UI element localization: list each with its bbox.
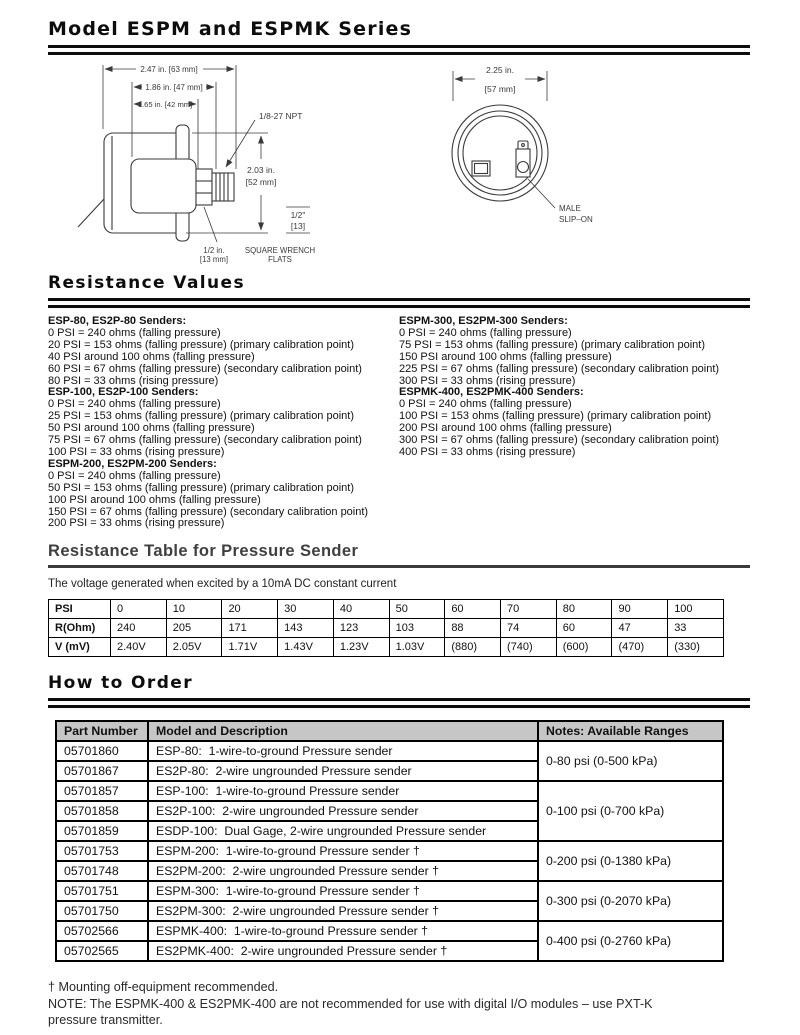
can-wire-stud	[78, 199, 104, 227]
sender-block-line: 100 PSI = 153 ohms (falling pressure) (primary calibration point)	[399, 410, 712, 423]
how-to-order-double-rule	[48, 698, 750, 708]
hex-nut	[196, 169, 212, 205]
sender-block-line: 150 PSI around 100 ohms (falling pressure)	[399, 350, 612, 363]
resistance-cell: 240	[111, 619, 167, 638]
description-cell: ESP-80: 1-wire-to-ground Pressure sender	[148, 741, 538, 761]
wrench-dim-mm: [13 mm]	[199, 255, 229, 264]
sender-block-line: 0 PSI = 240 ohms (falling pressure)	[48, 326, 221, 339]
part-number-cell: 05701751	[56, 881, 148, 901]
range-cell: 0-200 psi (0-1380 kPa)	[538, 841, 723, 881]
psi-cell: 90	[612, 600, 668, 619]
resistance-cell: 60	[556, 619, 612, 638]
terminal-blade-hole	[522, 144, 525, 147]
height-label-in: 2.03 in.	[247, 165, 275, 175]
sender-block-line: 75 PSI = 153 ohms (falling pressure) (primary calibration point)	[399, 338, 705, 351]
voltage-cell: 1.71V	[222, 638, 278, 657]
psi-cell: 50	[389, 600, 445, 619]
note-line2: pressure transmitter.	[48, 1013, 163, 1028]
description-cell: ES2PM-200: 2-wire ungrounded Pressure sender †	[148, 861, 538, 881]
part-number-cell: 05701858	[56, 801, 148, 821]
sender-block-line: 100 PSI = 33 ohms (rising pressure)	[48, 445, 225, 458]
resistance-cell: 33	[668, 619, 724, 638]
part-number-cell: 05701753	[56, 841, 148, 861]
footnotes	[48, 979, 750, 1029]
resistance-values-left-column	[48, 316, 399, 530]
sender-block-title: ESP-80, ES2P-80 Senders:	[48, 315, 187, 327]
lamp-window-inner	[475, 164, 488, 174]
sender-block-line: 225 PSI = 67 ohms (falling pressure) (secondary calibration point)	[399, 362, 720, 375]
row-label: PSI	[49, 600, 111, 619]
sender-block-line: 400 PSI = 33 ohms (rising pressure)	[399, 445, 576, 458]
how-to-order-heading: How to Order	[48, 673, 193, 694]
sender-block-line: 300 PSI = 33 ohms (rising pressure)	[399, 374, 576, 387]
description-cell: ES2P-80: 2-wire ungrounded Pressure sender	[148, 761, 538, 781]
sender-block-line: 25 PSI = 153 ohms (falling pressure) (primary calibration point)	[48, 410, 354, 423]
voltage-cell: 2.40V	[111, 638, 167, 657]
table-header-row	[56, 721, 723, 741]
table-row	[56, 841, 723, 861]
note-line1: NOTE: The ESPMK-400 & ES2PMK-400 are not recommended for use with digital I/O modules – use PXT-K	[48, 996, 653, 1011]
resistance-values-heading: Resistance Values	[48, 273, 245, 293]
sender-block-line: 40 PSI around 100 ohms (falling pressure)	[48, 350, 255, 363]
sender-block-line: 75 PSI = 67 ohms (falling pressure) (secondary calibration point)	[48, 434, 362, 447]
table-row	[56, 881, 723, 901]
order-table	[55, 720, 724, 962]
col-header-part-number: Part Number	[56, 721, 148, 741]
side-view-drawing	[62, 61, 392, 267]
table-row	[56, 781, 723, 801]
table-row	[49, 600, 724, 619]
sender-block-line: 0 PSI = 240 ohms (falling pressure)	[399, 398, 572, 411]
technical-drawings	[62, 61, 750, 267]
connector-label2: SLIP–ON	[559, 215, 593, 224]
description-cell: ESDP-100: Dual Gage, 2-wire ungrounded Pressure sender	[148, 821, 538, 841]
order-table-wrap	[55, 720, 750, 962]
psi-cell: 70	[501, 600, 557, 619]
range-cell: 0-100 psi (0-700 kPa)	[538, 781, 723, 841]
resistance-cell: 205	[166, 619, 222, 638]
description-cell: ESPM-300: 1-wire-to-ground Pressure sender †	[148, 881, 538, 901]
leader-line	[226, 120, 255, 167]
page-title: Model ESPM and ESPMK Series	[48, 18, 413, 40]
part-number-cell: 05701857	[56, 781, 148, 801]
row-label: V (mV)	[49, 638, 111, 657]
sender-block-line: 200 PSI = 33 ohms (rising pressure)	[48, 517, 225, 530]
bezel-outer-ring	[452, 105, 548, 201]
resistance-cell: 171	[222, 619, 278, 638]
psi-cell: 100	[668, 600, 724, 619]
voltage-cell: (740)	[501, 638, 557, 657]
resistance-cell: 74	[501, 619, 557, 638]
part-number-cell: 05701860	[56, 741, 148, 761]
sender-block-line: 200 PSI around 100 ohms (falling pressure)	[399, 422, 612, 435]
range-cell: 0-80 psi (0-500 kPa)	[538, 741, 723, 781]
npt-thread	[212, 173, 234, 201]
sender-block-line: 50 PSI = 153 ohms (falling pressure) (primary calibration point)	[48, 481, 354, 494]
range-cell: 0-400 psi (0-2760 kPa)	[538, 921, 723, 961]
leader-line	[204, 207, 217, 242]
voltage-cell: (330)	[668, 638, 724, 657]
resistance-values-double-rule	[48, 298, 750, 308]
table-row	[49, 619, 724, 638]
sender-block-line: 50 PSI around 100 ohms (falling pressure)	[48, 422, 255, 435]
sender-body	[131, 159, 196, 213]
wrench-flats-label1: SQUARE WRENCH	[244, 246, 316, 255]
wrench-flats-label2: FLATS	[268, 255, 292, 264]
resistance-cell: 88	[445, 619, 501, 638]
half-label-in: 1/2"	[290, 210, 306, 220]
description-cell: ES2P-100: 2-wire ungrounded Pressure sender	[148, 801, 538, 821]
thread-label: 1/8-27 NPT	[259, 111, 303, 121]
description-cell: ESPM-200: 1-wire-to-ground Pressure sender †	[148, 841, 538, 861]
resistance-cell: 143	[278, 619, 334, 638]
voltage-cell: (470)	[612, 638, 668, 657]
dagger-footnote: † Mounting off-equipment recommended.	[48, 980, 279, 995]
psi-cell: 20	[222, 600, 278, 619]
title-double-rule	[48, 45, 750, 55]
voltage-cell: 1.23V	[333, 638, 389, 657]
sender-block-line: 100 PSI around 100 ohms (falling pressure)	[48, 493, 261, 506]
sender-block-title: ESP-100, ES2P-100 Senders:	[48, 386, 199, 399]
sender-block-line: 0 PSI = 240 ohms (falling pressure)	[48, 469, 221, 482]
psi-cell: 40	[333, 600, 389, 619]
description-cell: ESP-100: 1-wire-to-ground Pressure sender	[148, 781, 538, 801]
part-number-cell: 05701748	[56, 861, 148, 881]
table-row	[56, 921, 723, 941]
resistance-table-rule	[48, 565, 750, 568]
leader-line	[528, 179, 555, 208]
resistance-cell: 123	[333, 619, 389, 638]
part-number-cell: 05702566	[56, 921, 148, 941]
sender-block-line: 0 PSI = 240 ohms (falling pressure)	[399, 326, 572, 339]
voltage-cell: (600)	[556, 638, 612, 657]
resistance-table-heading: Resistance Table for Pressure Sender	[48, 542, 359, 561]
psi-cell: 10	[166, 600, 222, 619]
sender-block-line: 60 PSI = 67 ohms (falling pressure) (secondary calibration point)	[48, 362, 362, 375]
table-row	[56, 741, 723, 761]
part-number-cell: 05701859	[56, 821, 148, 841]
voltage-cell: (880)	[445, 638, 501, 657]
description-cell: ES2PM-300: 2-wire ungrounded Pressure sender †	[148, 901, 538, 921]
voltage-cell: 2.05V	[166, 638, 222, 657]
psi-cell: 60	[445, 600, 501, 619]
dim-inner-label: 1.65 in. [42 mm]	[137, 100, 193, 109]
range-cell: 0-300 psi (0-2070 kPa)	[538, 881, 723, 921]
half-label-mm: [13]	[290, 221, 306, 231]
part-number-cell: 05701750	[56, 901, 148, 921]
resistance-cell: 103	[389, 619, 445, 638]
row-label: R(Ohm)	[49, 619, 111, 638]
col-header-notes-ranges: Notes: Available Ranges	[538, 721, 723, 741]
col-header-model-description: Model and Description	[148, 721, 538, 741]
dim-mid-label: 1.86 in. [47 mm]	[145, 83, 203, 92]
sender-block-title: ESPMK-400, ES2PMK-400 Senders:	[399, 386, 584, 399]
resistance-table-subtitle: The voltage generated when excited by a 10mA DC constant current	[48, 578, 397, 591]
connector-label1: MALE	[559, 204, 581, 213]
resistance-values-columns	[48, 316, 750, 530]
wrench-dim-in: 1/2 in.	[203, 246, 225, 255]
part-number-cell: 05701867	[56, 761, 148, 781]
sender-block-line: 0 PSI = 240 ohms (falling pressure)	[48, 398, 221, 411]
sender-block-line: 150 PSI = 67 ohms (falling pressure) (secondary calibration point)	[48, 505, 369, 518]
table-row	[49, 638, 724, 657]
description-cell: ES2PMK-400: 2-wire ungrounded Pressure sender †	[148, 941, 538, 961]
dim-outer-label: 2.47 in. [63 mm]	[140, 65, 198, 74]
psi-cell: 80	[556, 600, 612, 619]
resistance-table	[48, 599, 724, 657]
diameter-label-mm: [57 mm]	[484, 84, 516, 94]
voltage-cell: 1.03V	[389, 638, 445, 657]
sender-block-line: 80 PSI = 33 ohms (rising pressure)	[48, 374, 219, 387]
resistance-cell: 47	[612, 619, 668, 638]
psi-cell: 0	[111, 600, 167, 619]
diameter-label-in: 2.25 in.	[486, 65, 514, 75]
psi-cell: 30	[278, 600, 334, 619]
voltage-cell: 1.43V	[278, 638, 334, 657]
sender-block-line: 20 PSI = 153 ohms (falling pressure) (primary calibration point)	[48, 338, 354, 351]
height-label-mm: [52 mm]	[245, 177, 277, 187]
resistance-values-right-column	[399, 316, 750, 530]
part-number-cell: 05702565	[56, 941, 148, 961]
description-cell: ESPMK-400: 1-wire-to-ground Pressure sender †	[148, 921, 538, 941]
sender-block-title: ESPM-300, ES2PM-300 Senders:	[399, 315, 568, 327]
back-view-drawing	[428, 61, 686, 267]
sender-block-line: 300 PSI = 67 ohms (falling pressure) (secondary calibration point)	[399, 434, 720, 447]
sender-block-title: ESPM-200, ES2PM-200 Senders:	[48, 457, 217, 470]
